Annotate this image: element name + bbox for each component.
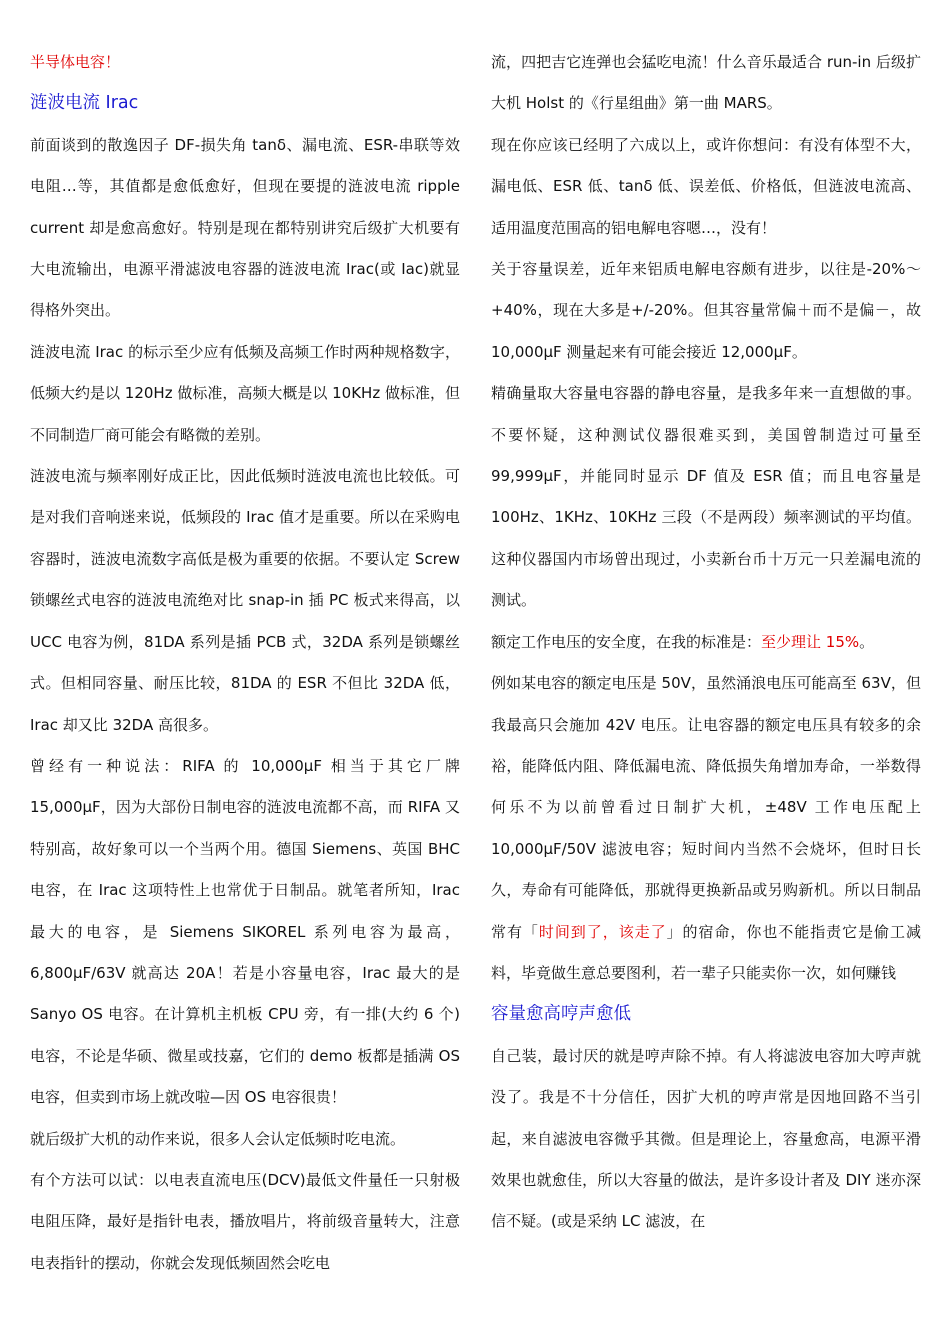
text-run: 例如某电容的额定电压是 50V，虽然涌浪电压可能高至 63V，但我最高只会施加 42V 电压。让电容器的额定电压具有较多的余裕，能降低内阻、降低漏电流、降低损失角增加寿命，一举数得何乐不为以前曾看过日制扩大机，±48V 工作电压配上 10,000μF/50V 滤波电容；短时间内当然不会烧坏，但时日长久，寿命有可能降低，那就得更换新品或另购新机。所以日制品常有「 xyxy=(491,674,921,941)
paragraph: 曾经有一种说法：RIFA 的 10,000μF 相当于其它厂牌 15,000μF，因为大部份日制电容的涟波电流都不高，而 RIFA 又特别高，故好象可以一个当两个用。德国 Siemens、英国 BHC 电容，在 Irac 这项特性上也常优于日制品。就笔者所知，Irac 最大的电容，是 Siemens SIKOREL 系列电容为最高，6,800μF/63V 就高达 20A！若是小容量电容，Irac 最大的是 Sanyo OS 电容。在计算机主机板 CPU 旁，有一排(大约 6 个)电容，不论是华硕、微星或技嘉，它们的 demo 板都是插满 OS 电容，但卖到市场上就改啦—因 OS 电容很贵！ xyxy=(30,756,460,1107)
paragraph: 精确量取大容量电容器的静电容量，是我多年来一直想做的事。不要怀疑，这种测试仪器很难买到，美国曾制造过可量至 99,999μF，并能同时显示 DF 值及 ESR 值；而且电容量是 100Hz、1KHz、10KHz 三段（不是两段）频率测试的平均值。这种仪器国内市场曾出现过，小卖新台币十万元一只差漏电流的测试。 xyxy=(491,384,921,610)
text-run: 额定工作电压的安全度，在我的标准是： xyxy=(491,632,762,651)
section-heading-capacity-hum: 容量愈高哼声愈低 xyxy=(491,1004,631,1025)
paragraph: 就后级扩大机的动作来说，很多人会认定低频时吃电流。 xyxy=(30,1129,406,1148)
paragraph: 关于容量误差，近年来铝质电解电容颇有进步，以往是-20%～+40%，现在大多是+/-20%。但其容量常偏＋而不是偏－，故 10,000μF 测量起来有可能会接近 12,000μF。 xyxy=(491,260,921,361)
highlight-text: 时间到了，该走了 xyxy=(538,922,667,941)
paragraph: 自己装，最讨厌的就是哼声除不掉。有人将滤波电容加大哼声就没了。我是不十分信任，因扩大机的哼声常是因地回路不当引起，来自滤波电容微乎其微。但是理论上，容量愈高，电源平滑效果也就愈佳，所以大容量的做法，是许多设计者及 DIY 迷亦深信不疑。(或是采纳 LC 滤波，在 xyxy=(491,1046,921,1231)
highlight-text: 至少理让 15% xyxy=(761,632,860,651)
text-run: 」的宿命，你也不能指责它是偷工减料，毕竟做生意总要图利，若一辈子只能卖你一次，如何赚钱 xyxy=(491,922,921,982)
paragraph xyxy=(491,622,921,663)
paragraph: 涟波电流 Irac 的标示至少应有低频及高频工作时两种规格数字，低频大约是以 120Hz 做标准，高频大概是以 10KHz 做标准，但不同制造厂商可能会有略微的差别。 xyxy=(30,342,460,444)
paragraph: 流，四把吉它连弹也会猛吃电流！什么音乐最适合 run-in 后级扩大机 Holst 的《行星组曲》第一曲 MARS。 xyxy=(491,53,921,113)
text-run: 。 xyxy=(859,632,875,651)
closing-line: 半导体电容！ xyxy=(30,53,121,71)
paragraph: 前面谈到的散逸因子 DF-损失角 tanδ、漏电流、ESR-串联等效电阻…等，其值都是愈低愈好，但现在要提的涟波电流 ripple current 却是愈高愈好。特别是现在都特别讲究后级扩大机要有大电流输出，电源平滑滤波电容器的涟波电流 Irac(或 Iac)就显得格外突出。 xyxy=(30,135,460,320)
paragraph xyxy=(491,663,921,994)
section-heading-ripple-current: 涟波电流 Irac xyxy=(30,93,139,114)
left-column xyxy=(30,42,460,1284)
paragraph: 涟波电流与频率刚好成正比，因此低频时涟波电流也比较低。可是对我们音响迷来说，低频段的 Irac 值才是重要。所以在采购电容器时，涟波电流数字高低是极为重要的依据。不要认定 Screw 锁螺丝式电容的涟波电流绝对比 snap-in 插 PC 板式来得高，以 UCC 电容为例，81DA 系列是插 PCB 式，32DA 系列是锁螺丝式。但相同容量、耐压比较，81DA 的 ESR 不但比 32DA 低，Irac 却又比 32DA 高很多。 xyxy=(30,467,460,734)
paragraph: 现在你应该已经明了六成以上，或许你想问：有没有体型不大，漏电低、ESR 低、tanδ 低、误差低、价格低，但涟波电流高、适用温度范围高的铝电解电容嗯…，没有！ xyxy=(491,135,921,237)
paragraph: 有个方法可以试：以电表直流电压(DCV)最低文件量任一只射极电阻压降，最好是指针电表，播放唱片，将前级音量转大，注意电表指针的摆动，你就会发现低频固然会吃电 xyxy=(30,1170,460,1272)
right-column xyxy=(491,42,921,1243)
